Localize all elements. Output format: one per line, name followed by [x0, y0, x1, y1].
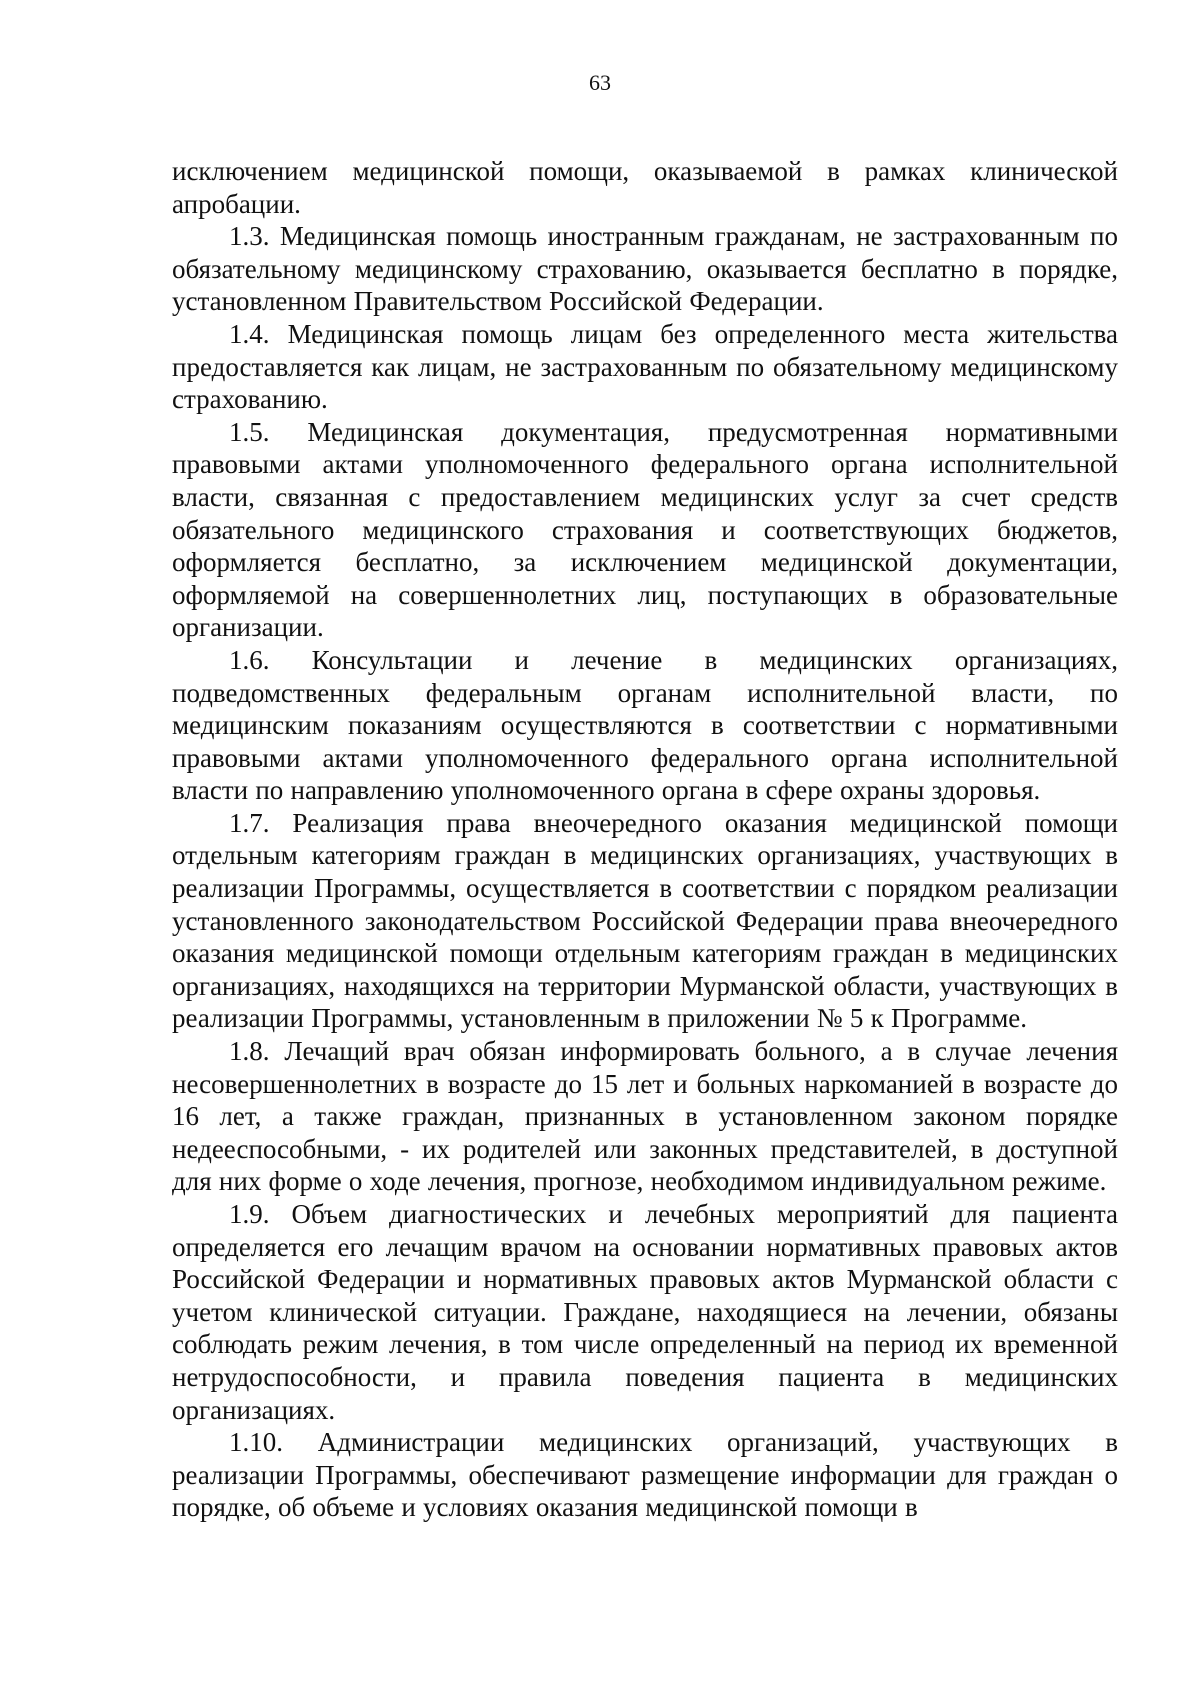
paragraph-1-4: [172, 318, 1118, 416]
paragraph-text: Администрации медицинских организаций, участвующих в реализации Программы, обеспечивают размещение информации для граждан о порядке, об объеме и условиях оказания медицинской помощи в: [172, 1427, 1119, 1523]
paragraph-continuation: [172, 155, 1118, 220]
paragraph-number: 1.7.: [229, 807, 270, 838]
paragraph-text: Реализация права внеочередного оказания медицинской помощи отдельным категориям граждан в медицинских организациях, участвующих в реализации Программы, осуществляется в соответствии с порядком реализации установленного законодательством Российской Федерации права внеочередного оказания медицинской помощи отдельным категориям граждан в медицинских организациях, находящихся на территории Мурманской области, участвующих в реализации Программы, установленным в приложении № 5 к Программе.: [172, 807, 1118, 1034]
paragraph-text: Медицинская документация, предусмотренная нормативными правовыми актами уполномоченного федерального органа исполнительной власти, связанная с предоставлением медицинских услуг за счет средств обязательного медицинского страхования и соответствующих бюджетов, оформляется бесплатно, за исключением медицинской документации, оформляемой на совершеннолетних лиц, поступающих в образовательные организации.: [172, 416, 1118, 643]
paragraph-1-6: [172, 644, 1118, 807]
paragraph-1-7: [172, 807, 1118, 1035]
paragraph-number: 1.10.: [229, 1427, 283, 1458]
paragraph-1-8: [172, 1035, 1118, 1198]
paragraph-number: 1.4.: [229, 318, 270, 349]
paragraph-1-10: [172, 1426, 1118, 1524]
paragraph-1-9: [172, 1198, 1118, 1426]
paragraph-text: Лечащий врач обязан информировать больного, а в случае лечения несовершеннолетних в возрасте до 15 лет и больных наркоманией в возрасте до 16 лет, а также граждан, признанных в установленном законом порядке недееспособными, - их родителей или законных представителей, в доступной для них форме о ходе лечения, прогнозе, необходимом индивидуальном режиме.: [172, 1036, 1118, 1197]
document-body: [172, 155, 1118, 1524]
page-number: 63: [589, 70, 611, 95]
paragraph-text: Медицинская помощь лицам без определенного места жительства предоставляется как лицам, не застрахованным по обязательному медицинскому страхованию.: [172, 318, 1118, 415]
paragraph-number: 1.5.: [229, 416, 270, 447]
paragraph-text: Объем диагностических и лечебных мероприятий для пациента определяется его лечащим врачом на основании нормативных правовых актов Российской Федерации и нормативных правовых актов Мурманской области с учетом клинической ситуации. Граждане, находящиеся на лечении, обязаны соблюдать режим лечения, в том числе определенный на период их временной нетрудоспособности, и правила поведения пациента в медицинских организациях.: [172, 1199, 1119, 1425]
paragraph-number: 1.9.: [229, 1199, 270, 1229]
paragraph-text: Консультации и лечение в медицинских организациях, подведомственных федеральным органам исполнительной власти, по медицинским показаниям осуществляются в соответствии с нормативными правовыми актами уполномоченного федерального органа исполнительной власти по направлению уполномоченного органа в сфере охраны здоровья.: [172, 644, 1118, 806]
paragraph-1-3: [172, 220, 1118, 318]
paragraph-number: 1.8.: [229, 1036, 270, 1067]
paragraph-1-5: [172, 416, 1118, 644]
paragraph-number: 1.6.: [229, 644, 270, 675]
paragraph-text: исключением медицинской помощи, оказываемой в рамках клинической апробации.: [172, 156, 1118, 219]
paragraph-number: 1.3.: [229, 221, 270, 252]
paragraph-text: Медицинская помощь иностранным гражданам, не застрахованным по обязательному медицинскому страхованию, оказывается бесплатно в порядке, установленном Правительством Российской Федерации.: [172, 221, 1118, 317]
